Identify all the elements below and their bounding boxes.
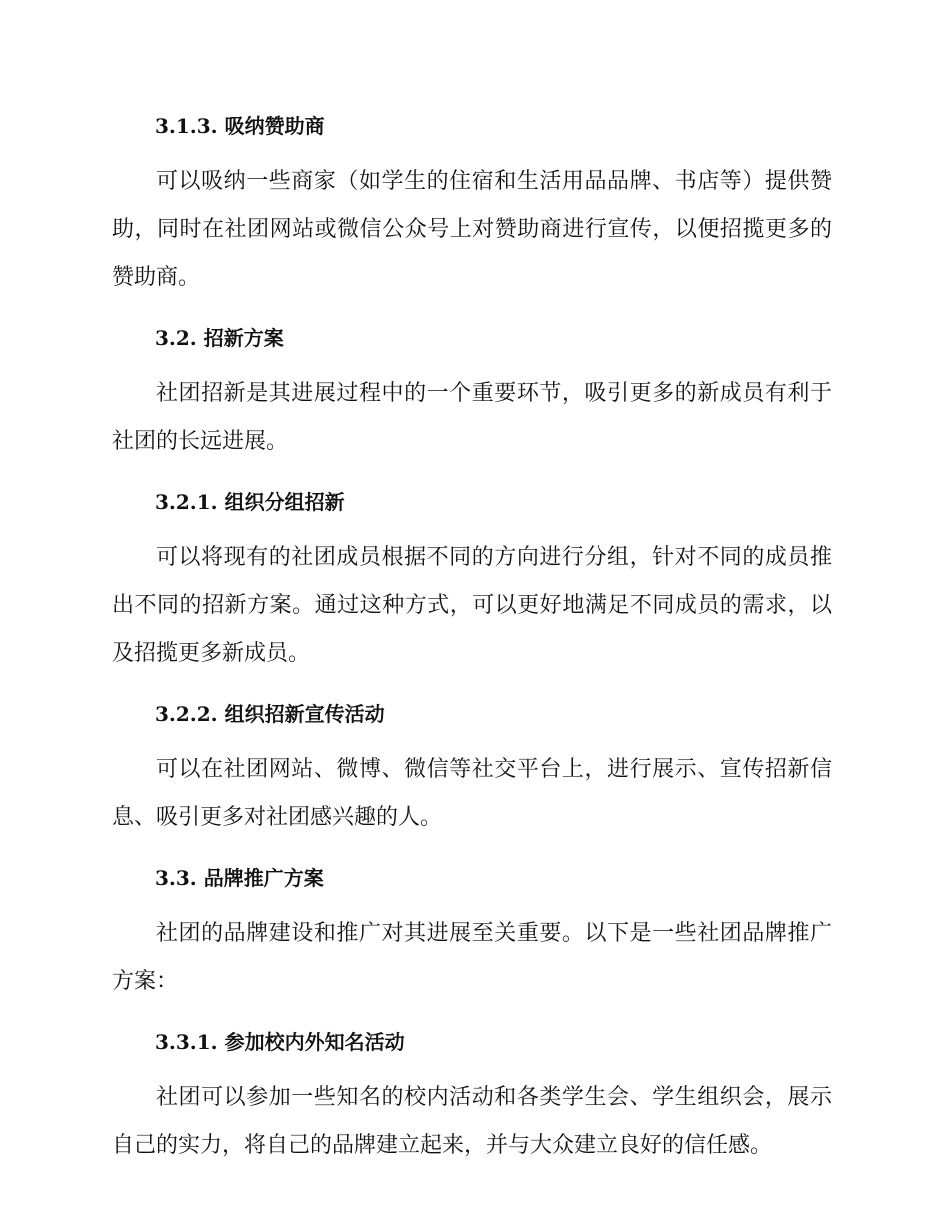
section-3-1-3 <box>112 112 832 302</box>
section-heading: 3.2. 招新方案 <box>155 326 284 350</box>
section-paragraph: 可以吸纳一些商家（如学生的住宿和生活用品品牌、书店等）提供赞助，同时在社团网站或微信公众号上对赞助商进行宣传，以便招揽更多的赞助商。 <box>112 169 832 290</box>
section-paragraph: 可以在社团网站、微博、微信等社交平台上，进行展示、宣传招新信息、吸引更多对社团感兴趣的人。 <box>112 757 832 830</box>
section-heading: 3.3. 品牌推广方案 <box>155 866 324 890</box>
section-paragraph: 社团的品牌建设和推广对其进展至关重要。以下是一些社团品牌推广方案： <box>112 921 832 994</box>
section-heading: 3.2.2. 组织招新宣传活动 <box>155 702 385 726</box>
section-heading: 3.1.3. 吸纳赞助商 <box>155 114 325 138</box>
section-3-2-1 <box>112 488 832 678</box>
section-3-2-2 <box>112 700 832 842</box>
section-heading: 3.3.1. 参加校内外知名活动 <box>155 1030 405 1054</box>
section-3-3 <box>112 864 832 1006</box>
section-3-2 <box>112 324 832 466</box>
section-paragraph: 社团招新是其进展过程中的一个重要环节，吸引更多的新成员有利于社团的长远进展。 <box>112 381 832 454</box>
section-paragraph: 可以将现有的社团成员根据不同的方向进行分组，针对不同的成员推出不同的招新方案。通过这种方式，可以更好地满足不同成员的需求，以及招揽更多新成员。 <box>112 545 832 666</box>
section-3-3-1 <box>112 1028 832 1170</box>
section-paragraph: 社团可以参加一些知名的校内活动和各类学生会、学生组织会，展示自己的实力，将自己的品牌建立起来，并与大众建立良好的信任感。 <box>112 1085 832 1158</box>
section-heading: 3.2.1. 组织分组招新 <box>155 490 345 514</box>
